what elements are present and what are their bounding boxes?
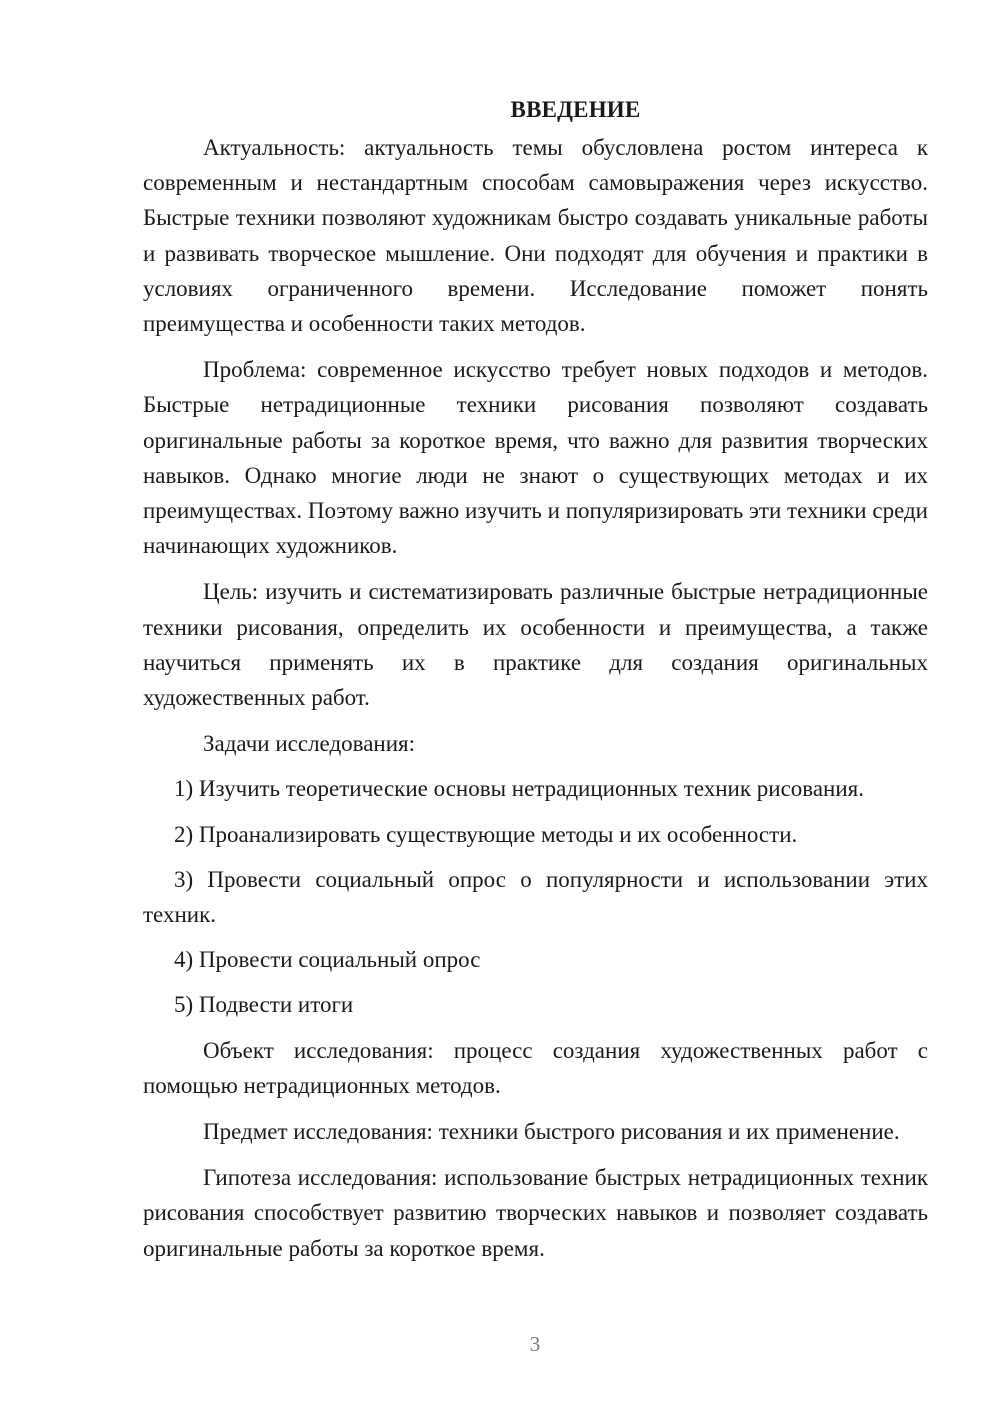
tasks-heading: Задачи исследования: [203, 731, 416, 757]
relevance-paragraph: Актуальность: актуальность темы обусловлена ростом интереса к современным и нестандартным способам самовыражения через искусство. Быстрые техники позволяют художникам быстро создавать уникальные работы и развивать творческое мышление. Они подходят для обучения и практики в условиях ограниченного времени. Исследование поможет понять преимущества и особенности таких методов. [143, 135, 928, 337]
document-page [143, 92, 928, 1277]
page-number: 3 [529, 1332, 541, 1356]
object-paragraph: Объект исследования: процесс создания художественных работ с помощью нетрадиционных методов. [143, 1037, 928, 1098]
goal-paragraph: Цель: изучить и систематизировать различные быстрые нетрадиционные техники рисования, определить их особенности и преимущества, а также научиться применять их в практике для создания оригинальных художественных работ. [143, 579, 928, 711]
task-item-5: 5) Подвести итоги [174, 992, 354, 1018]
subject-paragraph: Предмет исследования: техники быстрого рисования и их применение. [203, 1119, 900, 1145]
hypothesis-paragraph: Гипотеза исследования: использование быстрых нетрадиционных техник рисования способствует развитию творческих навыков и позволяет создавать оригинальные работы за короткое время. [143, 1165, 928, 1261]
task-item-1: 1) Изучить теоретические основы нетрадиционных техник рисования. [174, 776, 864, 802]
task-item-2: 2) Проанализировать существующие методы и их особенности. [174, 821, 798, 847]
task-item-4: 4) Провести социальный опрос [174, 947, 481, 973]
task-item-3: 3) Провести социальный опрос о популярности и использовании этих техник. [143, 866, 928, 928]
section-heading: ВВЕДЕНИЕ [510, 97, 641, 122]
problem-paragraph: Проблема: современное искусство требует новых подходов и методов. Быстрые нетрадиционные техники рисования позволяют создавать оригинальные работы за короткое время, что важно для развития творческих навыков. Однако многие люди не знают о существующих методах и их преимуществах. Поэтому важно изучить и популяризировать эти техники среди начинающих художников. [143, 357, 928, 559]
